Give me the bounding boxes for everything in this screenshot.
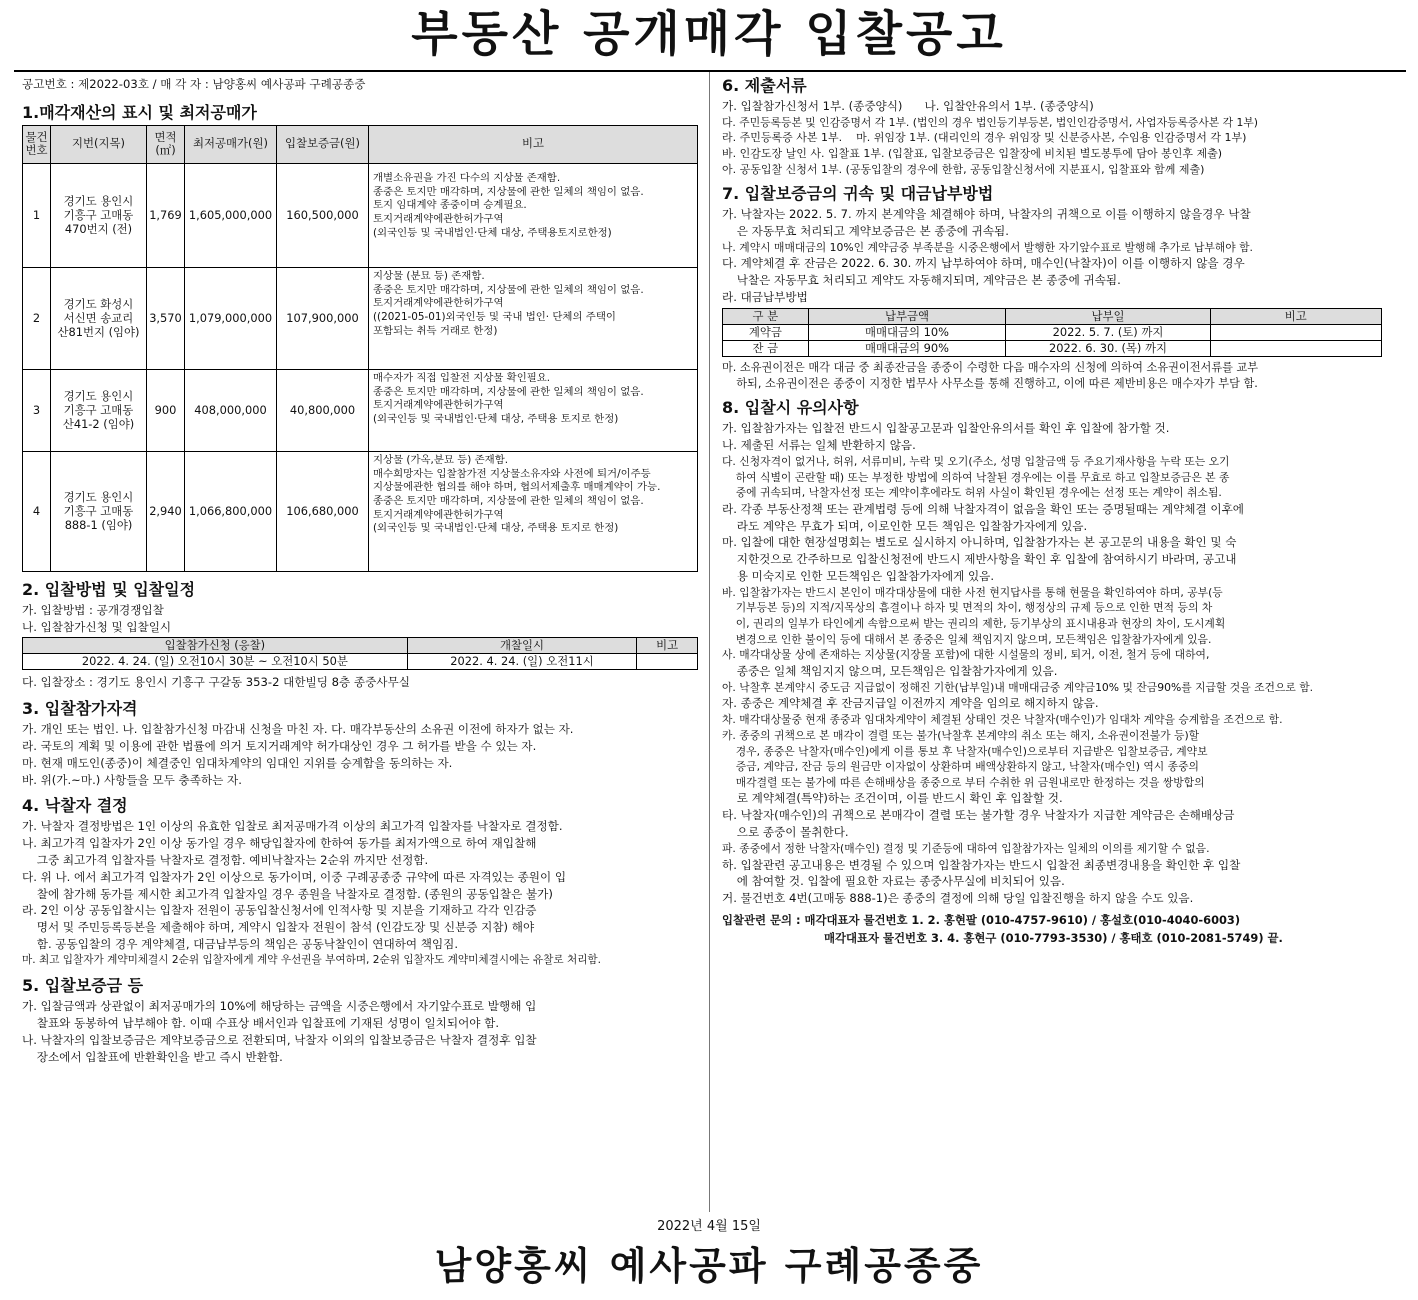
category-cell: 계약금: [723, 324, 809, 340]
row-deposit: 160,500,000: [277, 163, 369, 267]
row-deposit: 40,800,000: [277, 369, 369, 451]
contact-line-2: 매각대표자 물건번호 3. 4. 홍현구 (010-7793-3530) / 홍태호 (010-2081-5749) 끝.: [824, 930, 1283, 945]
text-line: 자. 종중은 계약체결 후 잔금지급일 이전까지 계약을 임의로 해지하지 않음.: [722, 696, 1099, 711]
col-remark: 비고: [637, 638, 698, 654]
text-line: 나. 입찰참가신청 및 입찰일시: [22, 619, 172, 634]
row-area: 1,769: [147, 163, 185, 267]
col-category: 구 분: [723, 308, 809, 324]
text-line: 낙찰은 자동무효 처리되고 계약도 자동해지되며, 계약금은 본 종중에 귀속됨.: [722, 273, 1121, 288]
text-line: 경우, 종중은 낙찰자(매수인)에게 이를 통보 후 낙찰자(매수인)으로부터 지급받은 입찰보증금, 계약보: [722, 744, 1208, 758]
text-line: 로 계약체결(특약)하는 조건이며, 이를 반드시 확인 후 입찰할 것.: [722, 791, 1063, 806]
col-pay-date: 납부일: [1006, 308, 1210, 324]
row-lot: 경기도 용인시 기흥구 고매동 470번지 (전): [51, 163, 147, 267]
col-min-price: 최저공매가(원): [185, 125, 277, 163]
notice-number: 공고번호 : 제2022-03호 / 매 각 자 : 남양홍씨 예사공파 구례공종중: [22, 77, 366, 91]
row-min-price: 1,605,000,000: [185, 163, 277, 267]
section-8-body: [722, 420, 1402, 907]
col-amount: 납부금액: [808, 308, 1006, 324]
schedule-table: [22, 637, 698, 670]
col-opening: 개찰일시: [407, 638, 637, 654]
text-line: 파. 종중에서 정한 낙찰자(매수인) 결정 및 기준등에 대하여 입찰참가자는 일체의 이의를 제기할 수 없음.: [722, 841, 1210, 855]
col-note: 비고: [369, 125, 698, 163]
row-min-price: 1,079,000,000: [185, 267, 277, 369]
text-line: 라도 계약은 무효가 되며, 이로인한 모든 책임은 입찰참가자에게 있음.: [722, 518, 1088, 533]
col-lot: 지번(지목): [51, 125, 147, 163]
row-lot: 경기도 용인시 기흥구 고매동 888-1 (임야): [51, 451, 147, 571]
text-line: 중에 귀속되며, 낙찰자선정 또는 계약이후에라도 허위 사실이 확인된 경우에는 선정 또는 계약이 취소됨.: [722, 486, 1222, 500]
row-no: 1: [23, 163, 51, 267]
text-line: 마. 소유권이전은 매각 대금 중 최종잔금을 종중이 수령한 다음 매수자의 신청에 의하여 소유권이전서류를 교부: [722, 360, 1259, 374]
text-line: 가. 입찰금액과 상관없이 최저공매가의 10%에 해당하는 금액을 시중은행에서 자기앞수표로 발행해 입: [22, 999, 537, 1014]
row-area: 2,940: [147, 451, 185, 571]
page-title: 부동산 공개매각 입찰공고: [411, 6, 1007, 62]
text-line: 라. 국토의 계획 및 이용에 관한 법률에 의거 토지거래계약 허가대상인 경우 그 허가를 받을 수 있는 자.: [22, 738, 537, 753]
section-3-heading: 3. 입찰참가자격: [22, 699, 138, 719]
text-line: 하되, 소유권이전은 종중이 지정한 법무사 사무소를 통해 진행하고, 이에 따른 제반비용은 매수자가 부담 함.: [722, 377, 1258, 391]
text-line: 찰표와 동봉하여 납부해야 함. 이때 수표상 배서인과 입찰표에 기재된 성명이 일치되어야 함.: [22, 1015, 500, 1030]
text-line: 으로 종중이 몰취한다.: [722, 825, 849, 840]
col-deposit: 입찰보증금(원): [277, 125, 369, 163]
text-line: 나. 제출된 서류는 일체 반환하지 않음.: [722, 438, 916, 453]
text-line: 하여 식별이 곤란할 때) 또는 부정한 방법에 의하여 낙찰된 경우에는 이를 무효로 하고 입찰보증금은 본 종: [722, 470, 1230, 484]
text-line: 가. 낙찰자 결정방법은 1인 이상의 유효한 입찰로 최저공매가격 이상의 최고가격 입찰자를 낙찰자로 결정함.: [22, 819, 563, 834]
section-7-heading: 7. 입찰보증금의 귀속 및 대금납부방법: [722, 184, 994, 204]
row-no: 2: [23, 267, 51, 369]
row-note: 지상물 (가옥,분묘 등) 존재함. 매수희망자는 입찰참가전 지상물소유자와 사전에 퇴거/이주등 지상물에관한 협의를 해야 하며, 협의서제출후 매매계약이 가능. 종중은 토지만 매각하며, 지상물에 관한 일체의 책임이 없음. 토지거래계약에관한허가구역 (외국인등 및 국내법인·단체 대상, 주택용 토지로 한정): [369, 451, 698, 571]
text-line: 마. 입찰에 대한 현장설명회는 별도로 실시하지 아니하며, 입찰참가자는 본 공고문의 내용을 확인 및 숙: [722, 535, 1237, 550]
col-no: 물건 번호: [23, 125, 51, 163]
text-line: 가. 낙찰자는 2022. 5. 7. 까지 본계약을 체결해야 하며, 낙찰자의 귀책으로 이를 이행하지 않을경우 낙찰: [722, 207, 1251, 222]
text-line: 다. 위 나. 에서 최고가격 입찰자가 2인 이상으로 동가이며, 이중 구례공종중 규약에 따른 자격있는 종원이 입: [22, 869, 567, 884]
organization-name: 남양홍씨 예사공파 구례공종중: [434, 1244, 984, 1288]
section-8-heading: 8. 입찰시 유의사항: [722, 398, 859, 418]
row-min-price: 1,066,800,000: [185, 451, 277, 571]
text-line: 나. 낙찰자의 입찰보증금은 계약보증금으로 전환되며, 낙찰자 이외의 입찰보증금은 낙찰자 결정후 입찰: [22, 1032, 537, 1047]
text-line: 찰에 참가해 동가를 제시한 최고가격 입찰자일 경우 종원을 낙찰자로 결정함. (종원의 공동입찰은 불가): [22, 886, 553, 901]
text-line: 마. 현재 매도인(종중)이 체결중인 임대차계약의 임대인 지위를 승계함을 동의하는 자.: [22, 755, 453, 770]
row-note: 개별소유권을 가진 다수의 지상물 존재함. 종중은 토지만 매각하며, 지상물에 관한 일체의 책임이 없음. 토지 임대계약 종중이며 승계필요. 토지거래계약에관한허가구역 (외국인등 및 국내법인·단체 대상, 주택용토지로한정): [369, 163, 698, 267]
text-line: 아. 공동입찰 신청서 1부. (공동입찰의 경우에 한함, 공동입찰신청서에 지분표시, 입찰표와 함께 제출): [722, 163, 1205, 177]
text-line: 거. 물건번호 4번(고매동 888-1)은 종중의 결정에 의해 당일 입찰진행을 하지 않을 수도 있음.: [722, 891, 1194, 906]
row-note: 지상물 (분묘 등) 존재함. 종중은 토지만 매각하며, 지상물에 관한 일체의 책임이 없음. 토지거래계약에관한허가구역 ((2021-05-01)외국인등 및 국내 법인· 단체의 주택이 포함되는 취득 거래로 한정): [369, 267, 698, 369]
amount-cell: 매매대금의 90%: [808, 340, 1006, 356]
text-line: 카. 종중의 귀책으로 본 매각이 결렬 또는 불가(낙찰후 본계약의 취소 또는 해지, 소유권이전불가 등)할: [722, 728, 1200, 742]
text-line: 다. 주민등록등본 및 인감증명서 각 1부. (법인의 경우 법인등기부등본, 법인인감증명서, 사업자등록증사본 각 1부): [722, 115, 1258, 129]
text-line: 바. 입찰참가자는 반드시 본인이 매각대상물에 대한 사전 현지답사를 통해 현물을 확인하여야 하며, 공부(등: [722, 585, 1223, 599]
text-line: 변경으로 인한 불이익 등에 대해서 본 종중은 일체 책임지지 않으며, 모든책임은 입찰참가자에게 있음.: [722, 632, 1212, 646]
text-line: 은 자동무효 처리되고 계약보증금은 본 종중에 귀속됨.: [722, 224, 1009, 239]
text-line: 에 참여할 것. 입찰에 필요한 자료는 종중사무실에 비치되어 있음.: [722, 874, 1065, 889]
row-note: 매수자가 직접 입찰전 지상물 확인필요. 종중은 토지만 매각하며, 지상물에 관한 일체의 책임이 없음. 토지거래계약에관한허가구역 (외국인등 및 국내법인·단체 대상, 주택용 토지로 한정): [369, 369, 698, 451]
text-line: 다. 계약체결 후 잔금은 2022. 6. 30. 까지 납부하여야 하며, 매수인(낙찰자)이 이를 이행하지 않을 경우: [722, 256, 1245, 271]
text-line: 타. 낙찰자(매수인)의 귀책으로 본매각이 결렬 또는 불가할 경우 낙찰자가 지급한 계약금은 손해배상금: [722, 808, 1235, 823]
text-line: 아. 낙찰후 본계약시 중도금 지급없이 정해진 기한(납부일)내 매매대금중 계약금10% 및 잔금90%를 지급할 것을 조건으로 함.: [722, 680, 1314, 694]
text-line: 바. 위(가.~마.) 사항들을 모두 충족하는 자.: [22, 772, 242, 787]
remark-cell: [1210, 324, 1381, 340]
section-1-heading: 1.매각재산의 표시 및 최저공매가: [22, 102, 257, 122]
text-line: 라. 2인 이상 공동입찰시는 입찰자 전원이 공동입찰신청서에 인적사항 및 지분을 기재하고 각각 인감증: [22, 903, 537, 918]
text-line: 차. 매각대상물중 현재 종중과 임대차계약이 체결된 상태인 것은 낙찰자(매수인)가 임대차 계약을 승계함을 조건으로 함.: [722, 713, 1283, 727]
pay-date-cell: 2022. 6. 30. (목) 까지: [1006, 340, 1210, 356]
col-application: 입찰참가신청 (응찰): [23, 638, 408, 654]
table-row: [723, 324, 1382, 340]
text-line: 라. 각종 부동산정책 또는 관계법령 등에 의해 낙찰자격이 없음을 확인 또는 증명될때는 계약체결 이후에: [722, 501, 1244, 516]
payment-table: [722, 308, 1382, 357]
text-line: 나. 최고가격 입찰자가 2인 이상 동가일 경우 해당입찰자에 한하여 동가를 최저가액으로 하여 재입찰해: [22, 836, 537, 851]
row-no: 4: [23, 451, 51, 571]
text-line: 매각결렬 또는 불가에 따른 손해배상을 종중으로 부터 수취한 위 금원내로만 한정하는 것을 쌍방합의: [722, 775, 1205, 789]
table-row: [23, 369, 698, 451]
text-line: 증금, 계약금, 잔금 등의 원금만 이자없이 상환하며 배액상환하지 않고, 낙찰자(매수인) 역시 종중의: [722, 760, 1199, 774]
row-no: 3: [23, 369, 51, 451]
table-row: [23, 451, 698, 571]
bid-place: 다. 입찰장소 : 경기도 용인시 기흥구 구갈동 353-2 대한빌딩 8층 종중사무실: [22, 675, 410, 690]
opening-date: 2022. 4. 24. (일) 오전11시: [407, 654, 637, 670]
category-cell: 잔 금: [723, 340, 809, 356]
section-4-heading: 4. 낙찰자 결정: [22, 796, 128, 816]
text-line: 바. 인감도장 날인 사. 입찰표 1부. (입찰표, 입찰보증금은 입찰장에 비치된 별도봉투에 담아 봉인후 제출): [722, 147, 1223, 161]
table-row: [23, 654, 698, 670]
text-line: 사. 매각대상물 상에 존재하는 지상물(지장물 포함)에 대한 시설물의 정비, 퇴거, 이전, 철거 등에 대하여,: [722, 648, 1210, 662]
text-line: 나. 계약시 매매대금의 10%인 계약금중 부족분을 시중은행에서 발행한 자기앞수표로 발행해 추가로 납부해야 함.: [722, 240, 1253, 254]
amount-cell: 매매대금의 10%: [808, 324, 1006, 340]
right-column: [722, 74, 1402, 1230]
table-row: [723, 340, 1382, 356]
remark-cell: [1210, 340, 1381, 356]
text-line: 명서 및 주민등록등본을 제출해야 하며, 계약시 입찰자 전원이 참석 (인감도장 및 신분증 지참) 해야: [22, 920, 535, 935]
row-lot: 경기도 화성시 서신면 송교리 산81번지 (임야): [51, 267, 147, 369]
table-row: [23, 267, 698, 369]
remark-cell: [637, 654, 698, 670]
text-line: 가. 개인 또는 법인. 나. 입찰참가신청 마감내 신청을 마친 자. 다. 매각부동산의 소유권 이전에 하자가 없는 자.: [22, 722, 574, 737]
row-area: 900: [147, 369, 185, 451]
column-divider: [709, 72, 710, 1212]
text-line: 라. 대금납부방법: [722, 290, 808, 305]
row-deposit: 106,680,000: [277, 451, 369, 571]
section-2-heading: 2. 입찰방법 및 입찰일정: [22, 579, 196, 599]
pay-date-cell: 2022. 5. 7. (토) 까지: [1006, 324, 1210, 340]
text-line: 기부등본 등)의 지적/지목상의 흠결이나 하자 및 면적의 차이, 행정상의 규제 등으로 인한 면적 등의 차: [722, 601, 1213, 615]
application-date: 2022. 4. 24. (일) 오전10시 30분 ~ 오전10시 50분: [23, 654, 408, 670]
col-area: 면적 (㎡): [147, 125, 185, 163]
text-line: 함. 공동입찰의 경우 계약체결, 대금납부등의 책임은 공동낙찰인이 연대하여 책임짐.: [22, 936, 459, 951]
row-lot: 경기도 용인시 기흥구 고매동 산41-2 (임야): [51, 369, 147, 451]
text-line: 그중 최고가격 입찰자를 낙찰자로 결정함. 예비낙찰자는 2순위 까지만 선정함.: [22, 852, 429, 867]
text-line: 이, 권리의 일부가 타인에게 속함으로써 받는 권리의 제한, 등기부상의 표시내용과 현장의 차이, 도시계획: [722, 617, 1226, 631]
row-deposit: 107,900,000: [277, 267, 369, 369]
text-line: 종중은 일체 책임지지 않으며, 모든책임은 입찰참가자에게 있음.: [722, 664, 1058, 679]
col-remark: 비고: [1210, 308, 1381, 324]
text-line: 마. 최고 입찰자가 계약미체결시 2순위 입찰자에게 계약 우선권을 부여하며, 2순위 입찰자도 계약미체결시에는 유찰로 처리함.: [22, 953, 602, 966]
text-line: 가. 입찰참가신청서 1부. (종중양식) 나. 입찰안유의서 1부. (종중양식): [722, 99, 1094, 113]
text-line: 가. 입찰참가자는 입찰전 반드시 입찰공고문과 입찰안유의서를 확인 후 입찰에 참가할 것.: [722, 421, 1170, 436]
text-line: 라. 주민등록증 사본 1부. 마. 위임장 1부. (대리인의 경우 위임장 및 신분증사본, 수임용 인감증명서 각 1부): [722, 131, 1247, 145]
text-line: 다. 신청자격이 없거나, 허위, 서류미비, 누락 및 오기(주소, 성명 입찰금액 등 주요기재사항을 누락 또는 오기: [722, 454, 1230, 468]
text-line: 하. 입찰관련 공고내용은 변경될 수 있으며 입찰참가자는 반드시 입찰전 최종변경내용을 확인한 후 입찰: [722, 857, 1241, 872]
section-5-heading: 5. 입찰보증금 등: [22, 976, 144, 996]
row-area: 3,570: [147, 267, 185, 369]
text-line: 용 미숙지로 인한 모든책임은 입찰참가자에게 있음.: [722, 569, 995, 584]
text-line: 가. 입찰방법 : 공개경쟁입찰: [22, 602, 164, 617]
text-line: 장소에서 입찰표에 반환확인을 받고 즉시 반환함.: [22, 1049, 283, 1064]
contact-line-1: 입찰관련 문의 : 매각대표자 물건번호 1. 2. 홍현팔 (010-4757-9610) / 홍설호(010-4040-6003): [722, 912, 1241, 927]
text-line: 지한것으로 간주하므로 입찰신청전에 반드시 제반사항을 확인 후 입찰에 참여하시기 바라며, 공고내: [722, 552, 1237, 567]
left-column: [22, 74, 698, 1230]
table-row: [23, 163, 698, 267]
row-min-price: 408,000,000: [185, 369, 277, 451]
property-table: [22, 125, 698, 572]
notice-date: 2022년 4월 15일: [657, 1219, 761, 1234]
section-6-heading: 6. 제출서류: [722, 76, 807, 95]
